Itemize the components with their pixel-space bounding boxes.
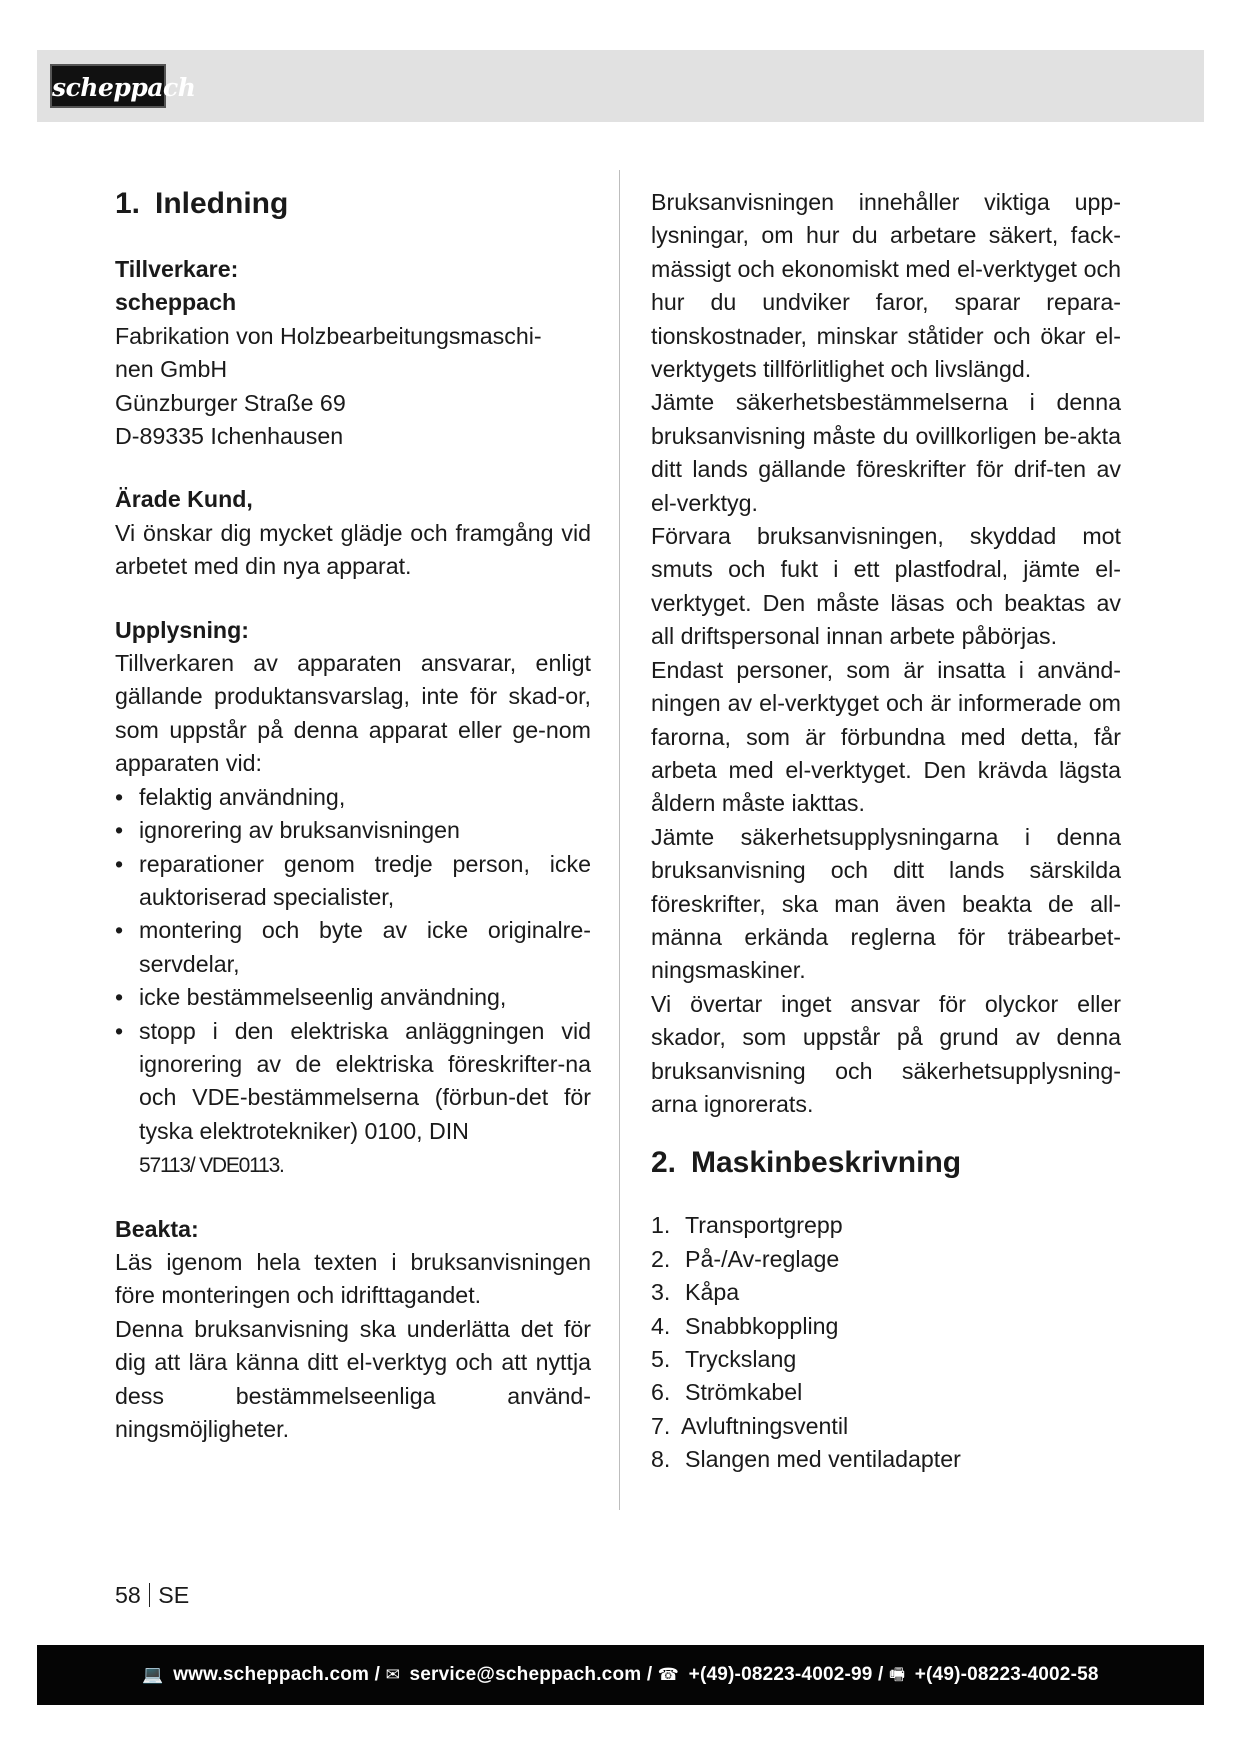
section-title-maskinbeskrivning: 2. Maskinbeskrivning bbox=[651, 1146, 962, 1180]
phone-icon: ☎ bbox=[657, 1665, 680, 1684]
scheppach-logo: scheppach bbox=[50, 64, 166, 108]
computer-icon: 💻 bbox=[142, 1665, 164, 1684]
notice-label: Upplysning: bbox=[115, 616, 249, 643]
paragraph: Vi övertar inget ansvar för olyckor eller skador, som uppstår på grund av denna bruksanvisning och säkerhetsupplysning-arna ignorerats. bbox=[651, 990, 1121, 1117]
list-item: 1. Transportgrepp bbox=[651, 1212, 843, 1239]
greeting-label: Ärade Kund, bbox=[115, 486, 253, 513]
note-text: Denna bruksanvisning ska underlätta det för dig att lära känna ditt el-verktyg och att nyttja dess bestämmelseenliga använd-ningsmöjligheter. bbox=[115, 1315, 591, 1442]
mail-icon: ✉ bbox=[385, 1665, 401, 1684]
paragraph: Förvara bruksanvisningen, skyddad mot smuts och fukt i ett plastfodral, jämte el-verktyget. Den måste läsas och beaktas av all driftspersonal innan arbete påbörjas. bbox=[651, 523, 1121, 650]
paragraph: Endast personer, som är insatta i använd-ningen av el-verktyget och är informerade om farorna, som är förbundna med detta, får arbeta med el-verktyget. Den krävda lägsta åldern måste iakttas. bbox=[651, 656, 1121, 817]
header-bar bbox=[37, 50, 1204, 122]
list-item: 5. Tryckslang bbox=[651, 1346, 797, 1372]
parts-list bbox=[651, 1209, 1121, 1476]
website-link[interactable]: www.scheppach.com / bbox=[173, 1664, 381, 1685]
list-item: • felaktig användning, bbox=[115, 781, 591, 814]
greeting-text: Vi önskar dig mycket glädje och framgång vid arbetet med din nya apparat. bbox=[115, 519, 591, 580]
note-text: Läs igenom hela texten i bruksanvisningen före monteringen och idrifttagandet. bbox=[115, 1248, 591, 1309]
address-line: Günzburger Straße 69 bbox=[115, 389, 346, 416]
address-line: D-89335 Ichenhausen bbox=[115, 423, 344, 450]
email-link[interactable]: service@scheppach.com / bbox=[409, 1664, 653, 1685]
phone-number: +(49)-08223-4002-99 / bbox=[688, 1664, 884, 1685]
list-item: 4. Snabbkoppling bbox=[651, 1312, 839, 1339]
notice-text: Tillverkaren av apparaten ansvarar, enligt gällande produktansvarslag, inte för skad-or, som uppstår på denna apparat eller ge-nom apparaten vid: bbox=[115, 650, 591, 777]
page-number: 58 SE bbox=[115, 1582, 190, 1608]
left-column bbox=[115, 186, 591, 1446]
footer-bar bbox=[37, 1645, 1204, 1705]
right-column bbox=[651, 186, 1121, 1477]
column-divider bbox=[619, 170, 620, 1510]
note-label: Beakta: bbox=[115, 1215, 199, 1242]
list-item: • stopp i den elektriska anläggningen vid ignorering av de elektriska föreskrifter-na och VDE-bestämmelserna (förbun-det för tyska elektrotekniker) 0100, DIN bbox=[115, 1015, 591, 1149]
paragraph: Bruksanvisningen innehåller viktiga upp-lysningar, om hur du arbetare säkert, fack-mässigt och ekonomiskt med el-verktyget och hur du undviker faror, sparar repara-tionskostnader, minskar ståtider och ökar el-verktygets tillförlitlighet och livslängd. bbox=[651, 189, 1121, 383]
paragraph: Jämte säkerhetsupplysningarna i denna bruksanvisning och ditt lands särskilda föreskrifter, ska man även beakta de all-männa erkända reglerna för träbearbet-ningsmaskiner. bbox=[651, 823, 1121, 984]
address-line: Fabrikation von Holzbearbeitungsmaschi- bbox=[115, 322, 542, 349]
list-item: 2. På-/Av-reglage bbox=[651, 1245, 840, 1272]
fax-icon: 🖷 bbox=[889, 1665, 906, 1684]
list-item: 8. Slangen med ventiladapter bbox=[651, 1446, 961, 1473]
list-item: 6. Strömkabel bbox=[651, 1379, 803, 1406]
list-item: • icke bestämmelseenlig användning, bbox=[115, 981, 591, 1014]
liability-list bbox=[115, 781, 591, 1183]
address-line: nen GmbH bbox=[115, 356, 228, 383]
fax-number: +(49)-08223-4002-58 bbox=[914, 1664, 1099, 1685]
section-title-inledning: 1. Inledning bbox=[115, 187, 289, 220]
list-item: • montering och byte av icke originalre-servdelar, bbox=[115, 914, 591, 981]
list-item: 3. Kåpa bbox=[651, 1279, 740, 1306]
manufacturer-label: Tillverkare: bbox=[115, 256, 239, 282]
list-item-continuation: 57113/ VDE0113. bbox=[139, 1154, 284, 1178]
list-item: 7. Avluftningsventil bbox=[651, 1412, 849, 1439]
manufacturer-name: scheppach bbox=[115, 289, 237, 316]
list-item: • reparationer genom tredje person, icke auktoriserad specialister, bbox=[115, 848, 591, 915]
list-item: • ignorering av bruksanvisningen bbox=[115, 814, 591, 847]
paragraph: Jämte säkerhetsbestämmelserna i denna bruksanvisning måste du ovillkorligen be-akta ditt lands gällande föreskrifter för drif-ten av el-verktyg. bbox=[651, 389, 1121, 516]
